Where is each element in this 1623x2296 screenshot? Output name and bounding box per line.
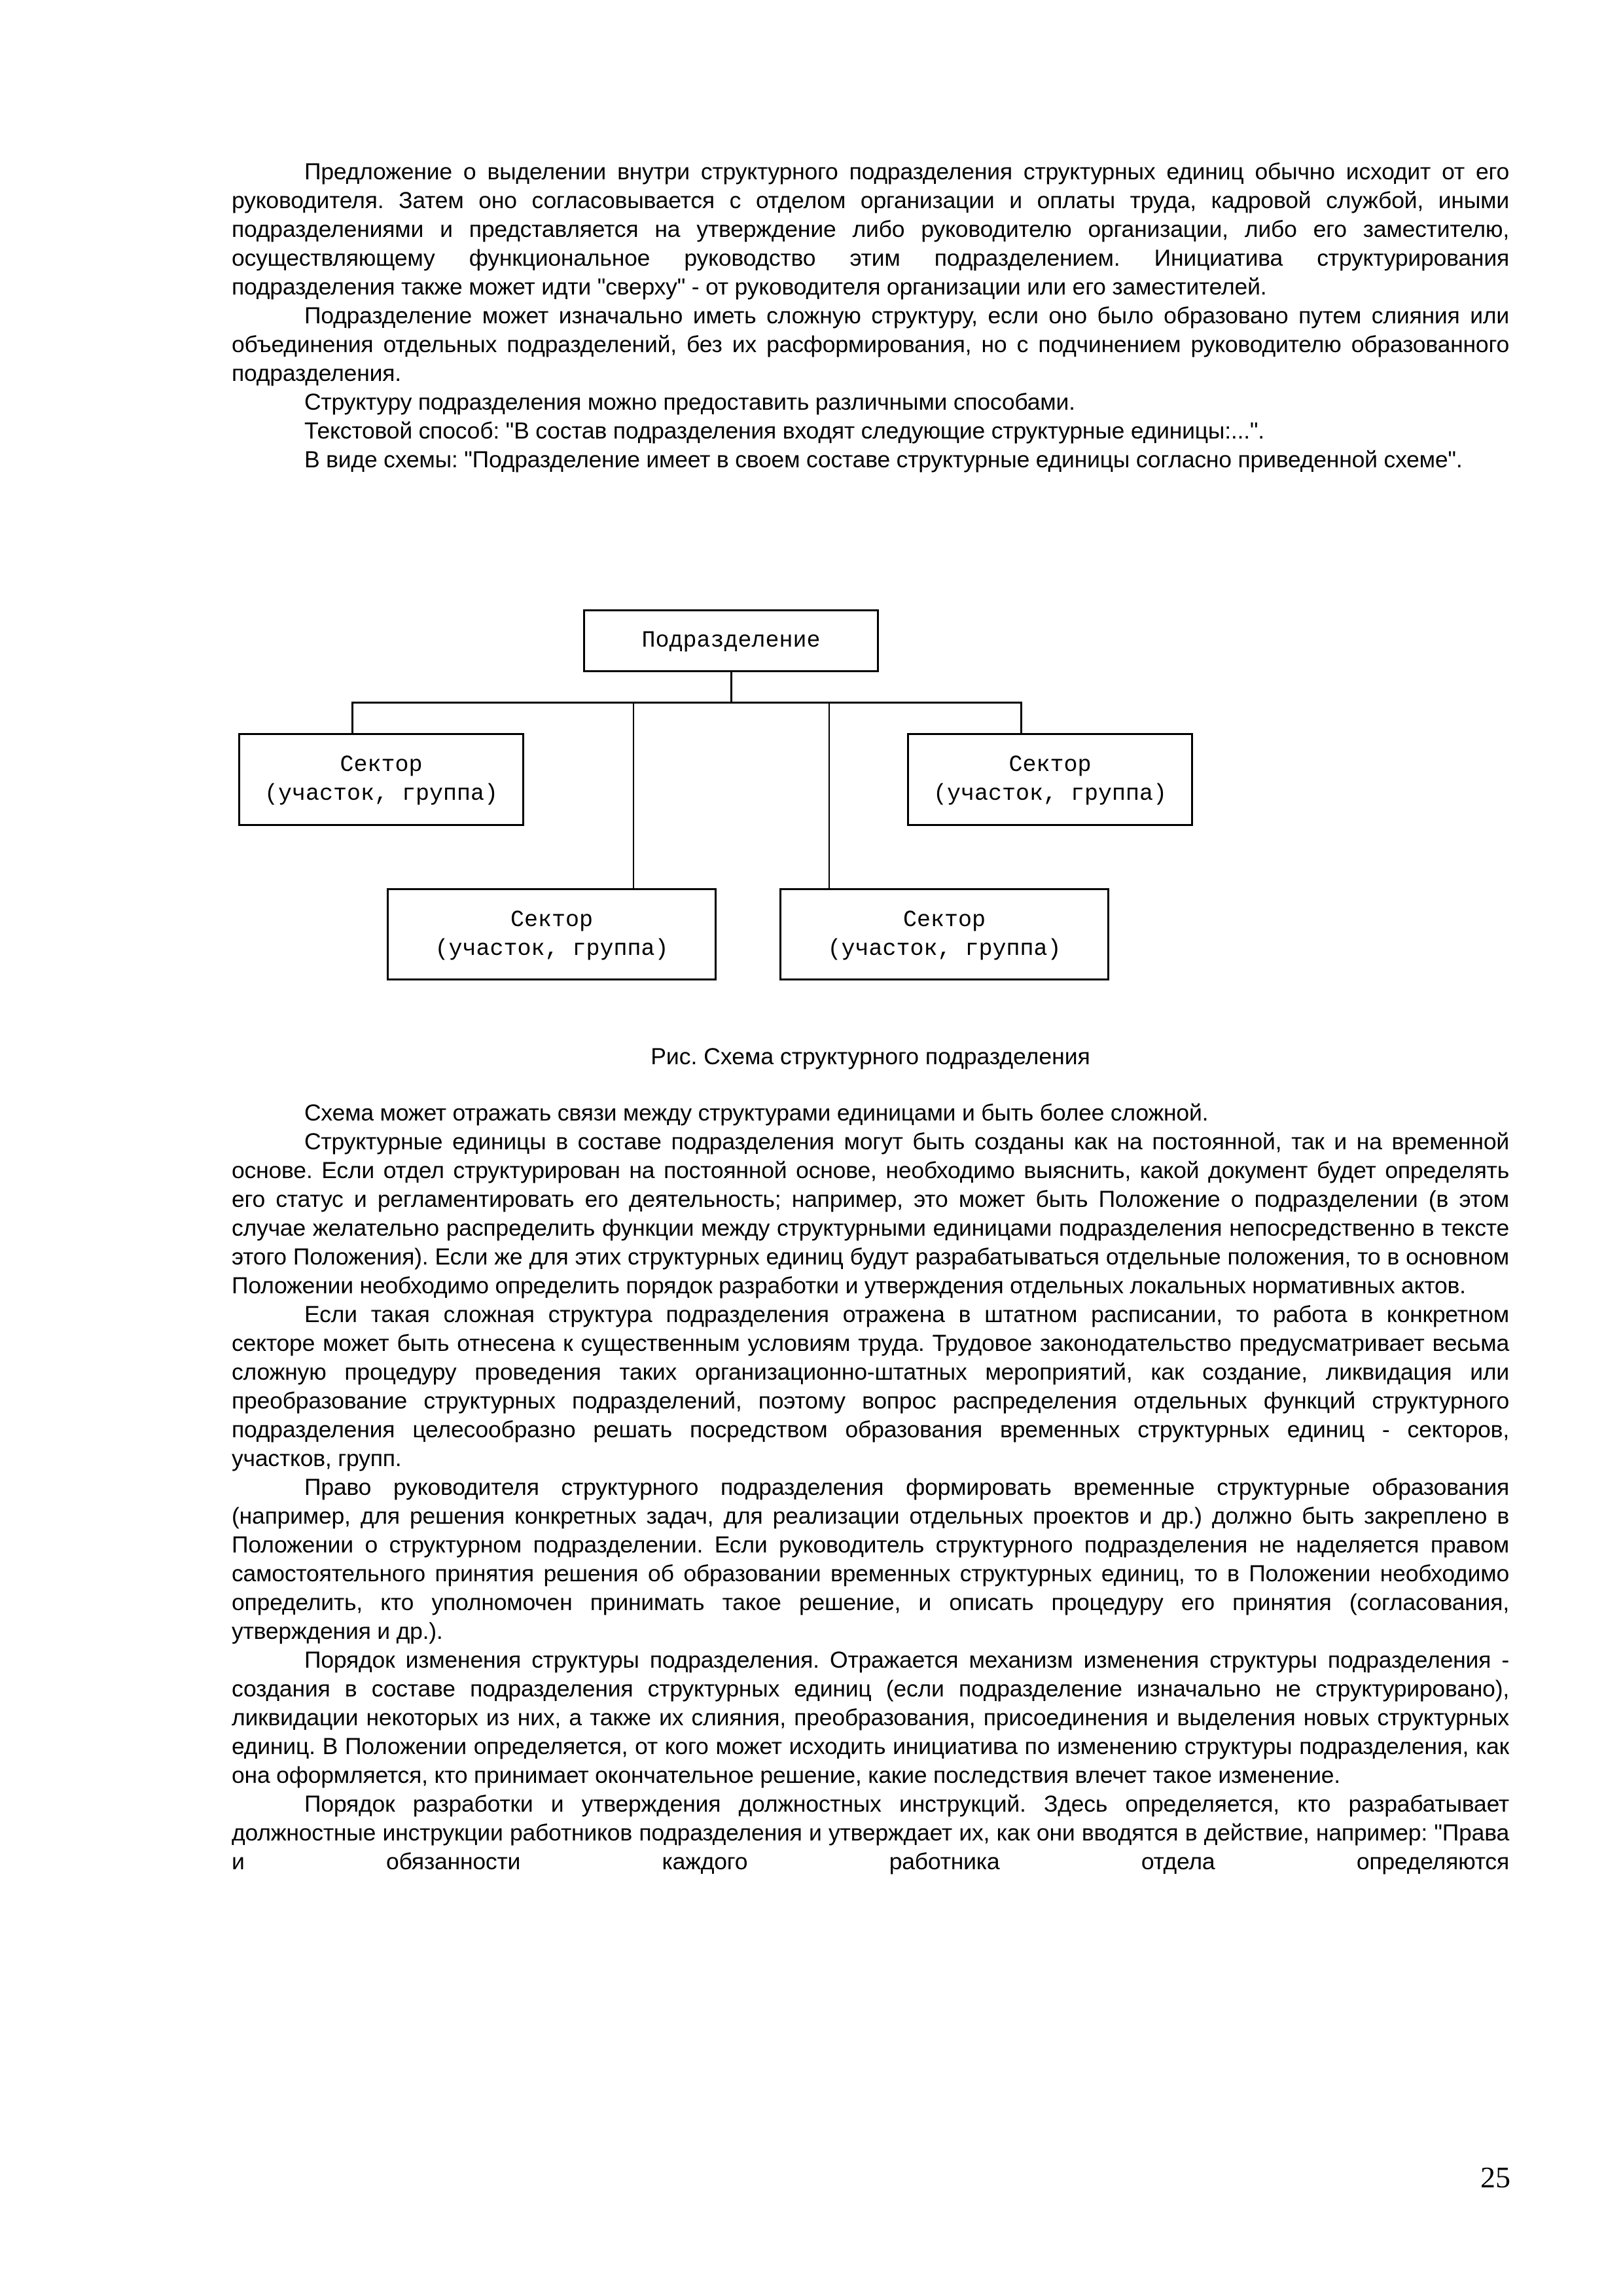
- sector-label: Сектор: [340, 752, 423, 778]
- paragraph-diagram-complexity: Схема может отражать связи между структурами единицами и быть более сложной.: [304, 1100, 1209, 1126]
- sector-sublabel: (участок, группа): [435, 935, 669, 962]
- paragraph-staff-schedule: Если такая сложная структура подразделения отражена в штатном расписании, то работа в конкретном секторе может быть отнесена к существенным условиям труда. Трудовое законодательство предусматривает весьма сложную процедуру проведения таких организационно-штатных мероприятий, как создание, ликвидация или преобразование структурных подразделений, поэтому вопрос распределения отдельных функций структурного подразделения целесообразно решать посредством образования временных структурных единиц - секторов, участков, групп.: [232, 1301, 1509, 1471]
- diagram-sector-node-lower-left: [387, 888, 717, 980]
- diagram-sector-node-lower-right: [779, 888, 1109, 980]
- body-text-block: [232, 1098, 1509, 1876]
- diagram-root-node: [583, 609, 879, 672]
- sector-sublabel: (участок, группа): [827, 935, 1061, 962]
- connector-drop-inner-left: [633, 702, 634, 889]
- paragraph-text-method: Текстовой способ: "В состав подразделения входят следующие структурные единицы:...".: [304, 418, 1264, 444]
- figure-caption: Рис. Схема структурного подразделения: [651, 1043, 1090, 1069]
- connector-drop-left: [351, 702, 353, 734]
- sector-label: Сектор: [902, 906, 986, 933]
- intro-text-block: [232, 157, 1509, 474]
- paragraph-structure-methods: Структуру подразделения можно предоставить различными способами.: [304, 389, 1075, 415]
- connector-drop-right: [1020, 702, 1022, 734]
- sector-sublabel: (участок, группа): [933, 781, 1168, 807]
- paragraph-diagram-method: В виде схемы: "Подразделение имеет в своем составе структурные единицы согласно приведенной схеме".: [304, 446, 1463, 473]
- paragraph-job-instructions: Порядок разработки и утверждения должностных инструкций. Здесь определяется, кто разрабатывает должностные инструкции работников подразделения и утверждает их, как они вводятся в действие, например: "Права и обязанности каждого работника отдела определяются: [232, 1791, 1509, 1874]
- connector-horizontal-bar: [351, 702, 1022, 704]
- paragraph-complex-structure: Подразделение может изначально иметь сложную структуру, если оно было образовано путем слияния или объединения отдельных подразделений, без их расформирования, но с подчинением руководителю образованного подразделения.: [232, 302, 1509, 386]
- paragraph-proposal: Предложение о выделении внутри структурного подразделения структурных единиц обычно исходит от его руководителя. Затем оно согласовывается с отделом организации и оплаты труда, кадровой службой, иными подразделениями и представляется на утверждение либо руководителю организации, либо его заместителю, осуществляющему функциональное руководство этим подразделением. Инициатива структурирования подразделения также может идти "сверху" - от руководителя организации или его заместителей.: [232, 158, 1509, 300]
- connector-drop-inner-right: [829, 702, 830, 889]
- sector-sublabel: (участок, группа): [264, 781, 499, 807]
- paragraph-structure-change: Порядок изменения структуры подразделения. Отражается механизм изменения структуры подразделения - создания в составе подразделения структурных единиц (если подразделение изначально не структурировано), ликвидации некоторых из них, а также их слияния, преобразования, присоединения и выделения новых структурных единиц. В Положении определяется, от кого может исходить инициатива по изменению структуры подразделения, как она оформляется, кто принимает окончательное решение, какие последствия влечет такое изменение.: [232, 1647, 1509, 1788]
- root-node-label: Подразделение: [641, 628, 821, 654]
- diagram-sector-node-upper-right: [907, 733, 1193, 826]
- paragraph-head-rights: Право руководителя структурного подразделения формировать временные структурные образования (например, для решения конкретных задач, для реализации отдельных проектов и др.) должно быть закреплено в Положении о структурном подразделении. Если руководитель структурного подразделения не наделяется правом самостоятельного принятия решения об образовании временных структурных единиц, то в Положении необходимо определить, кто уполномочен принимать такое решение, и описать процедуру его принятия (согласования, утверждения и др.).: [232, 1474, 1509, 1644]
- diagram-sector-node-upper-left: [238, 733, 524, 826]
- page-number: 25: [1480, 2161, 1510, 2194]
- sector-label: Сектор: [510, 906, 594, 933]
- paragraph-permanent-temporary: Структурные единицы в составе подразделения могут быть созданы как на постоянной, так и на временной основе. Если отдел структурирован на постоянной основе, необходимо выяснить, какой документ будет определять его статус и регламентировать его деятельность; например, это может быть Положение о подразделении (в этом случае желательно распределить функции между структурными единицами подразделения непосредственно в тексте этого Положения). Если же для этих структурных единиц будут разрабатываться отдельные положения, то в основном Положении необходимо определить порядок разработки и утверждения отдельных локальных нормативных актов.: [232, 1128, 1509, 1299]
- sector-label: Сектор: [1008, 752, 1092, 778]
- connector-root-stem: [730, 672, 732, 703]
